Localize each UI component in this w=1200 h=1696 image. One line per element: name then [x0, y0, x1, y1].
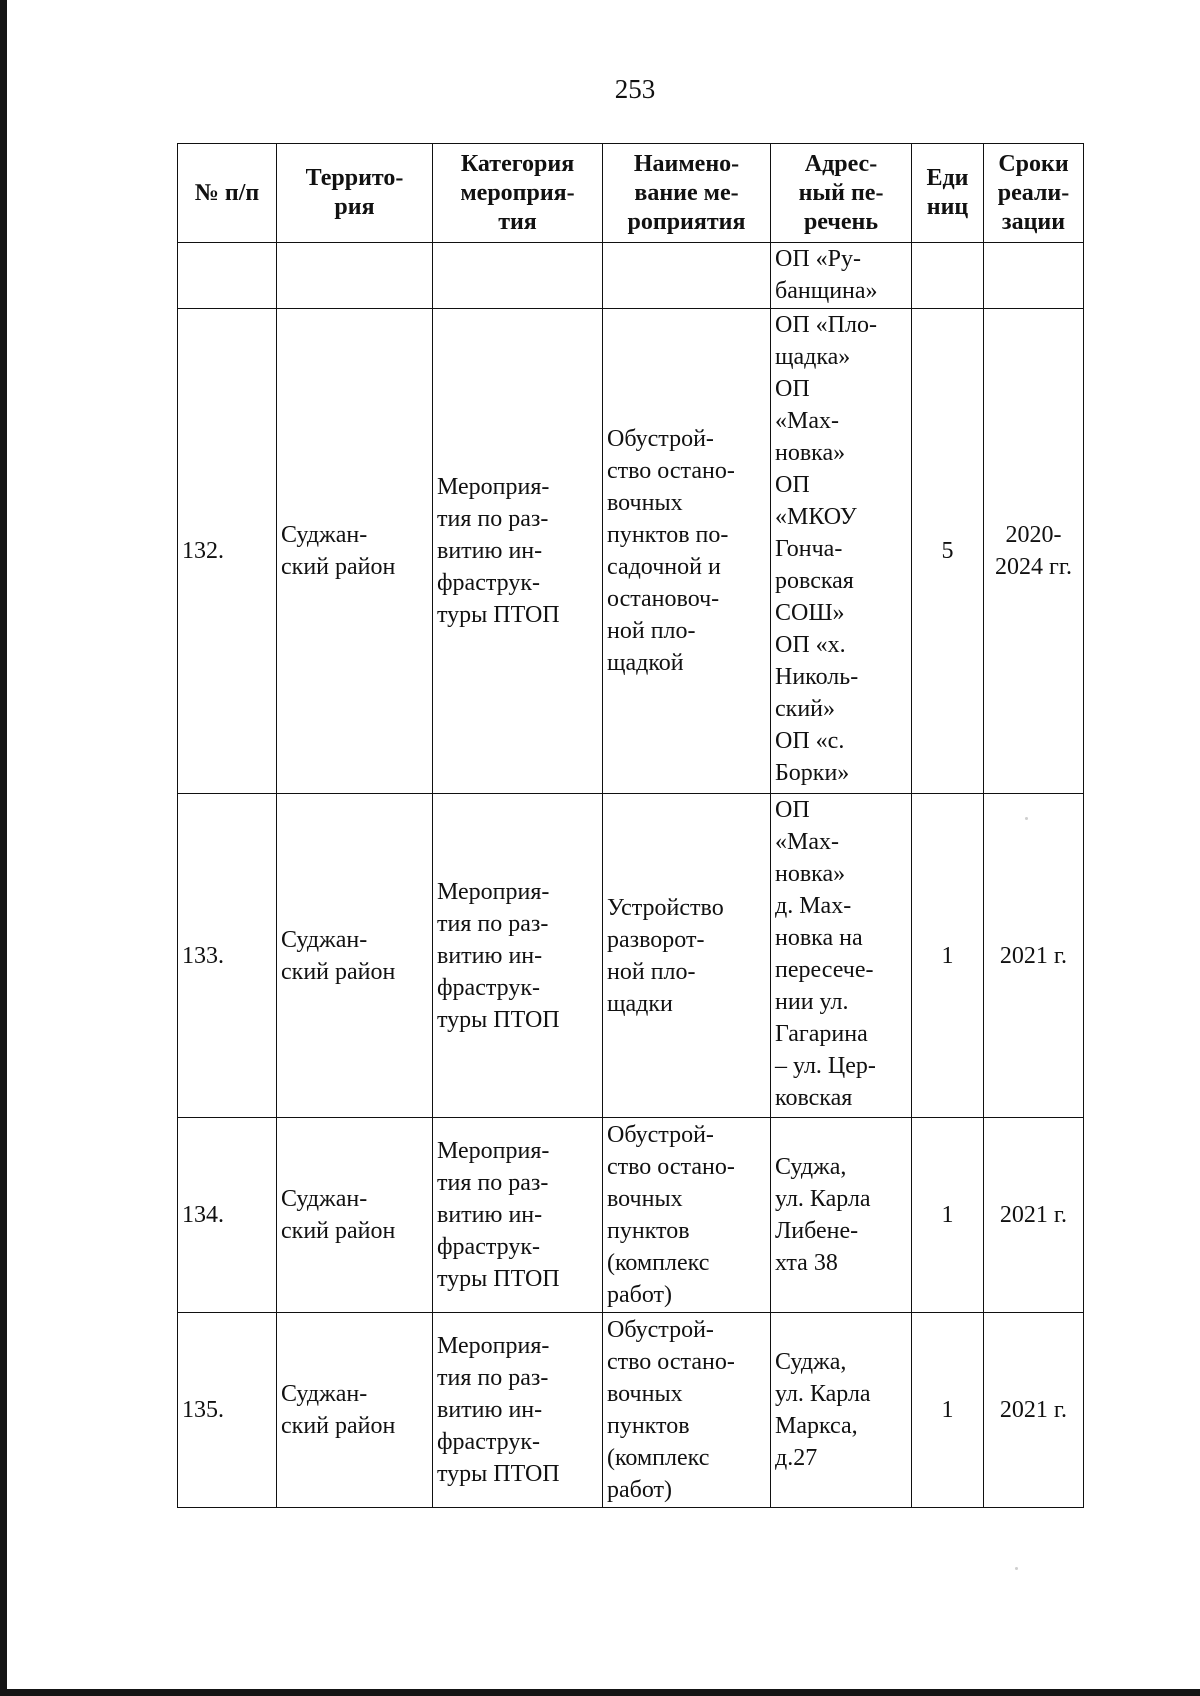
table-row: [178, 243, 1084, 309]
scan-edge-left: [0, 0, 7, 1696]
cell-address: Суджа, ул. Карла Маркса, д.27: [771, 1313, 912, 1508]
cell-address: ОП «Ру- банщина»: [771, 243, 912, 309]
header-category: Категория мероприя- тия: [433, 144, 603, 243]
table-row: [178, 309, 1084, 794]
cell-num: 135.: [178, 1313, 277, 1508]
cell-name: Устройство разворот- ной пло- щадки: [603, 794, 771, 1118]
header-address: Адрес- ный пе- речень: [771, 144, 912, 243]
cell-category: Мероприя- тия по раз- витию ин- фраструк- туры ПТОП: [433, 1313, 603, 1508]
cell-name: Обустрой- ство остано- вочных пунктов по- садочной и остановоч- ной пло- щадкой: [603, 309, 771, 794]
cell-name: Обустрой- ство остано- вочных пунктов (комплекс работ): [603, 1313, 771, 1508]
cell-territory: Суджан- ский район: [277, 1118, 433, 1313]
cell-address: ОП «Мах- новка» д. Мах- новка на пересече- нии ул. Гагарина – ул. Цер- ковская: [771, 794, 912, 1118]
cell-territory: Суджан- ский район: [277, 794, 433, 1118]
table-row: [178, 1313, 1084, 1508]
cell-num: 132.: [178, 309, 277, 794]
cell-units: 1: [912, 794, 984, 1118]
cell-num: [178, 243, 277, 309]
header-units: Еди ниц: [912, 144, 984, 243]
cell-name: [603, 243, 771, 309]
cell-units: 1: [912, 1118, 984, 1313]
cell-address: ОП «Пло- щадка» ОП «Мах- новка» ОП «МКОУ Гонча- ровская СОШ» ОП «х. Николь- ский» ОП «с. Борки»: [771, 309, 912, 794]
cell-category: [433, 243, 603, 309]
header-term: Сроки реали- зации: [984, 144, 1084, 243]
scan-edge-bottom: [0, 1689, 1200, 1696]
cell-category: Мероприя- тия по раз- витию ин- фраструк- туры ПТОП: [433, 794, 603, 1118]
scan-speck: [1015, 1567, 1018, 1570]
page-number: 253: [614, 74, 656, 104]
measures-table: [177, 143, 1084, 1508]
cell-term: 2021 г.: [984, 1313, 1084, 1508]
cell-name: Обустрой- ство остано- вочных пунктов (комплекс работ): [603, 1118, 771, 1313]
cell-category: Мероприя- тия по раз- витию ин- фраструк- туры ПТОП: [433, 1118, 603, 1313]
table-header-row: [178, 144, 1084, 243]
cell-term: 2020- 2024 гг.: [984, 309, 1084, 794]
cell-category: Мероприя- тия по раз- витию ин- фраструк- туры ПТОП: [433, 309, 603, 794]
cell-territory: Суджан- ский район: [277, 309, 433, 794]
cell-num: 133.: [178, 794, 277, 1118]
header-num: № п/п: [178, 144, 277, 243]
header-name: Наимено- вание ме- роприятия: [603, 144, 771, 243]
cell-units: 1: [912, 1313, 984, 1508]
header-territory: Террито- рия: [277, 144, 433, 243]
cell-num: 134.: [178, 1118, 277, 1313]
cell-term: 2021 г.: [984, 1118, 1084, 1313]
cell-units: [912, 243, 984, 309]
table-row: [178, 794, 1084, 1118]
table-row: [178, 1118, 1084, 1313]
cell-term: 2021 г.: [984, 794, 1084, 1118]
cell-address: Суджа, ул. Карла Либене- хта 38: [771, 1118, 912, 1313]
cell-territory: Суджан- ский район: [277, 1313, 433, 1508]
cell-units: 5: [912, 309, 984, 794]
cell-territory: [277, 243, 433, 309]
cell-term: [984, 243, 1084, 309]
